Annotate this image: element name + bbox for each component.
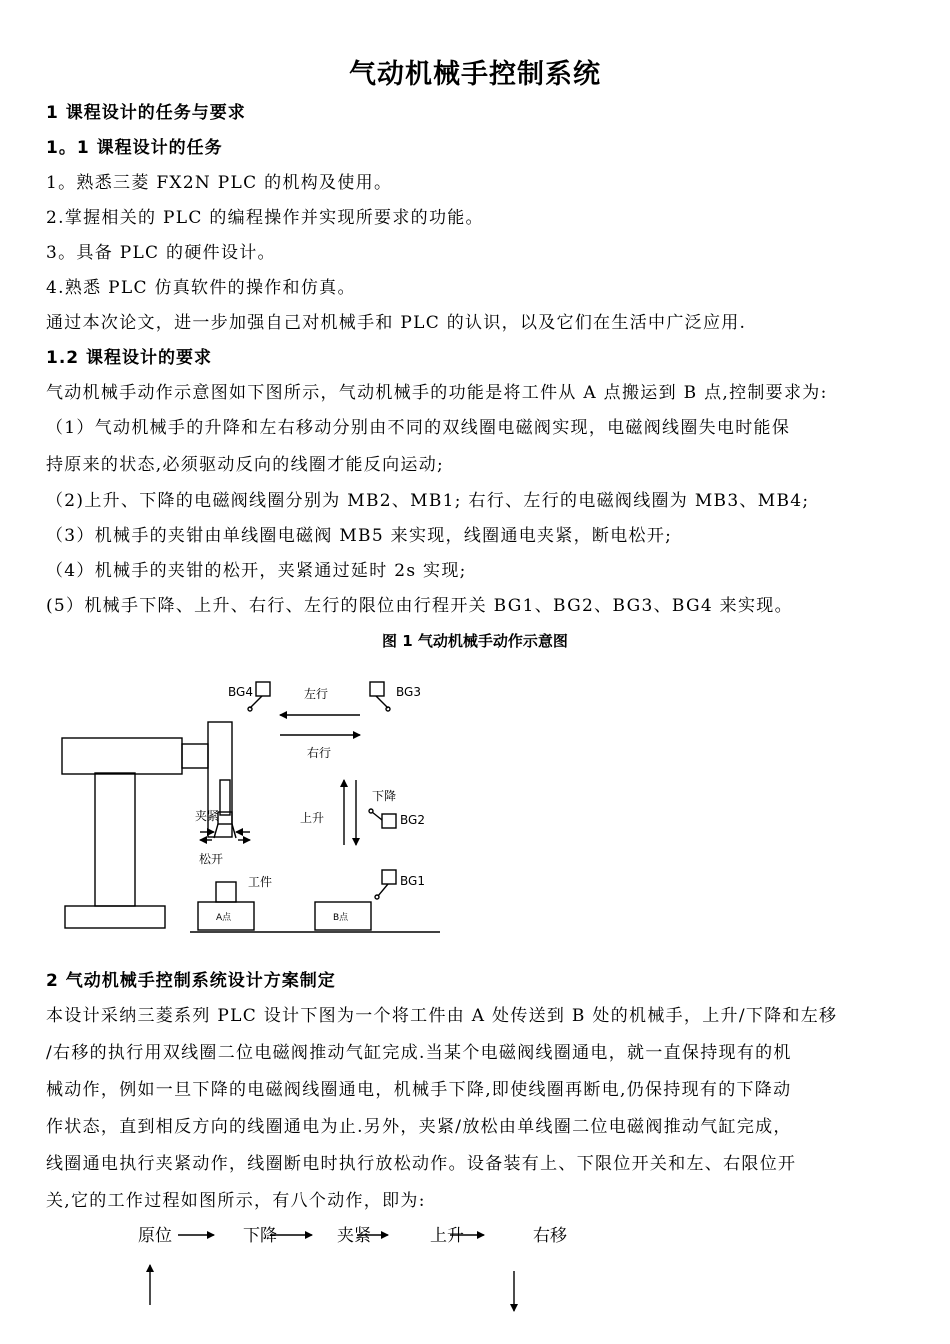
section-2-heading: 2 气动机械手控制系统设计方案制定 [46,971,336,991]
section-2-line-2: /右移的执行用双线圈二位电磁阀推动气缸完成.当某个电磁阀线圈通电，就一直保持现有的机 [46,1043,792,1063]
bg4-label: BG4 [228,685,253,699]
section-2-line-5: 线圈通电执行夹紧动作，线圈断电时执行放松动作。设备装有上、下限位开关和左、右限位开 [46,1154,797,1174]
gripper-rod [220,780,230,815]
purpose-paragraph: 通过本次论文，进一步加强自己对机械手和 PLC 的认识，以及它们在生活中广泛应用. [46,313,747,333]
flow-step-right: 右移 [533,1226,567,1246]
section-2-line-1: 本设计采纳三菱系列 PLC 设计下图为一个将工件由 A 处传送到 B 处的机械手，上升/下降和左移 [46,1006,838,1026]
flow-step-home: 原位 [138,1226,172,1246]
machine-base [65,906,165,928]
requirement-intro: 气动机械手动作示意图如下图所示，气动机械手的功能是将工件从 A 点搬运到 B 点,控制要求为: [46,383,828,403]
flow-step-clamp: 夹紧 [337,1226,371,1246]
bg3-label: BG3 [396,685,421,699]
requirement-3: （3）机械手的夹钳由单线圈电磁阀 MB5 来实现，线圈通电夹紧，断电松开; [46,526,673,546]
section-2-line-4: 作状态，直到相反方向的线圈通电为止.另外，夹紧/放松由单线圈二位电磁阀推动气缸完成， [46,1117,792,1137]
task-item-3: 3。具备 PLC 的硬件设计。 [46,243,276,263]
bg4-switch [256,682,270,696]
left-move-label: 左行 [304,687,329,701]
document-title: 气动机械手控制系统 [349,59,601,90]
section-2-line-6: 关,它的工作过程如图所示，有八个动作，即为: [46,1191,426,1211]
requirement-2: （2)上升、下降的电磁阀线圈分别为 MB2、MB1; 右行、左行的电磁阀线圈为 MB3、MB4; [46,491,810,511]
task-item-2: 2.掌握相关的 PLC 的编程操作并实现所要求的功能。 [46,208,484,228]
figure-caption: 图 1 气动机械手动作示意图 [382,632,568,650]
flow-step-down: 下降 [243,1226,277,1246]
workpiece [216,882,236,902]
down-label: 下降 [372,789,397,803]
point-a-label: A点 [216,913,232,923]
section-1-2-heading: 1.2 课程设计的要求 [46,348,213,368]
bg2-label: BG2 [400,813,425,827]
section-2-line-3: 械动作，例如一旦下降的电磁阀线圈通电，机械手下降,即使线圈再断电,仍保持现有的下降动 [46,1080,792,1100]
workpiece-label: 工件 [248,875,273,889]
arm-joint [182,744,208,768]
clamp-label: 夹紧 [195,809,220,823]
requirement-4: （4）机械手的夹钳的松开，夹紧通过延时 2s 实现; [46,561,467,581]
machine-column [95,773,135,906]
requirement-5: (5）机械手下降、上升、右行、左行的限位由行程开关 BG1、BG2、BG3、BG4 来实现。 [46,596,793,616]
flow-step-up: 上升 [430,1226,464,1246]
manipulator-diagram [0,660,950,945]
up-label: 上升 [300,811,325,825]
requirement-1-line-2: 持原来的状态,必须驱动反向的线圈才能反向运动; [46,455,445,475]
horizontal-arm [62,738,182,774]
point-b-label: B点 [333,913,349,923]
bg1-label: BG1 [400,874,425,888]
task-item-1: 1。熟悉三菱 FX2N PLC 的机构及使用。 [46,173,393,193]
bg1-switch [382,870,396,884]
action-flow-diagram [0,1215,950,1340]
section-1-1-heading: 1。1 课程设计的任务 [46,138,223,158]
section-1-heading: 1 课程设计的任务与要求 [46,103,246,123]
requirement-1-line-1: （1）气动机械手的升降和左右移动分别由不同的双线圈电磁阀实现，电磁阀线圈失电时能保 [46,418,791,438]
bg2-switch [382,814,396,828]
release-label: 松开 [199,852,224,866]
bg3-switch [370,682,384,696]
task-item-4: 4.熟悉 PLC 仿真软件的操作和仿真。 [46,278,356,298]
right-move-label: 右行 [307,746,332,760]
